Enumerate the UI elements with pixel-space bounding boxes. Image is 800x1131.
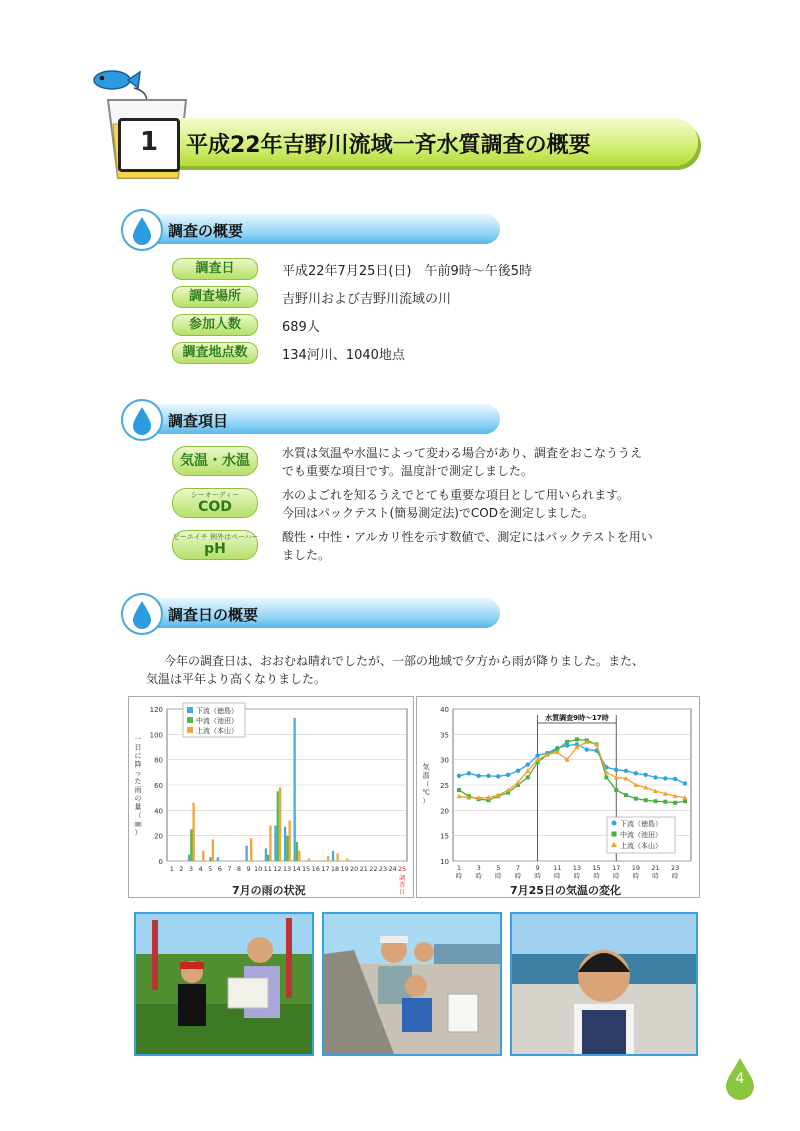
rain-bar [279, 788, 281, 861]
temp-chart-title: 7月25日の気温の変化 [510, 884, 621, 897]
rain-bar [212, 839, 214, 861]
label-participants: 参加人数 [172, 314, 258, 336]
temp-xtick-label: 時 [612, 872, 620, 880]
temp-xtick-label: 13 [572, 864, 582, 872]
rain-ylabel: た [134, 777, 142, 786]
temp-ylabel: ℃ [422, 788, 430, 797]
temp-chart-frame [416, 696, 700, 898]
rain-xtick-label: 7 [227, 865, 232, 873]
temp-point [624, 769, 628, 773]
temp-point [496, 774, 500, 778]
page-number: 4 [735, 1071, 745, 1087]
desc-cod-line2: 今回はパックテスト(簡易測定法)でCODを測定しました。 [282, 506, 594, 520]
photo-children-river [134, 912, 314, 1056]
temp-xtick-label: 時 [455, 872, 463, 880]
temp-point [643, 773, 647, 777]
label-survey-place: 調査場所 [172, 286, 258, 308]
label-survey-points: 調査地点数 [172, 342, 258, 364]
value-survey-date: 平成22年7月25日(日) 午前9時〜午後5時 [282, 264, 533, 279]
temp-point [457, 774, 461, 778]
rain-ytick-label: 80 [154, 756, 163, 765]
rain-xtick-label: 23 [378, 865, 388, 873]
label-cod [172, 488, 258, 518]
rain-xtick-label: 5 [208, 865, 213, 873]
temp-ylabel: ） [422, 797, 430, 805]
temp-ylabel: 気 [422, 763, 430, 771]
rain-xtick-label: 25 [398, 865, 407, 873]
rain-chart [129, 697, 413, 897]
temp-ylabel: （ [422, 780, 430, 788]
rain-ylabel: 量 [134, 803, 142, 811]
rain-bar [267, 855, 269, 861]
rain-xtick-label: 1 [169, 865, 174, 873]
rain-xtick-label: 18 [330, 865, 340, 873]
label-ph-ruby: ピーエイチ 例外はペーハー [173, 533, 259, 541]
temp-xtick-label: 時 [534, 872, 541, 880]
water-drop-icon [120, 208, 164, 252]
rain-highlight-label: 日 [399, 889, 406, 896]
rain-ylabel: （ [134, 811, 142, 820]
rain-xtick-label: 14 [292, 865, 301, 873]
temp-xtick-label: 15 [592, 864, 601, 872]
temp-point [663, 776, 667, 780]
title-number: 1 [139, 127, 159, 157]
temp-point [634, 797, 638, 801]
water-drop-icon [120, 398, 164, 442]
temp-point [565, 740, 569, 744]
rain-legend-label: 中流（池田） [196, 717, 238, 725]
temp-legend-swatch [612, 832, 617, 837]
rain-bar [332, 851, 334, 861]
rain-chart-title: 7月の雨の状況 [232, 884, 306, 897]
rain-bar [296, 842, 298, 861]
temp-point [663, 800, 667, 804]
rain-ytick-label: 60 [154, 782, 163, 790]
temp-xtick-label: 時 [632, 872, 640, 880]
label-survey-date: 調査日 [172, 258, 258, 280]
photo-child-smiling [510, 912, 698, 1056]
rain-bar [308, 858, 310, 861]
section-title-items: 調査項目 [168, 412, 229, 430]
rain-bar [190, 829, 192, 861]
rain-ytick-label: 0 [158, 858, 163, 866]
label-ph-text: pH [204, 541, 226, 557]
rain-ytick-label: 100 [149, 731, 163, 740]
rain-ytick-label: 40 [154, 807, 163, 816]
temp-point [683, 799, 687, 803]
temp-ytick-label: 35 [440, 731, 449, 740]
rain-bar [336, 853, 338, 861]
temp-legend-label: 上流（本山） [620, 842, 662, 850]
label-ph [172, 530, 258, 560]
rain-bar [288, 820, 290, 861]
temp-xtick-label: 11 [553, 864, 562, 872]
temp-xtick-label: 時 [554, 872, 561, 880]
temp-xtick-label: 1 [456, 864, 462, 872]
temp-ylabel: 温 [422, 771, 430, 780]
rain-bar [294, 718, 296, 861]
temp-xtick-label: 23 [671, 864, 680, 872]
rain-legend-label: 上流（本山） [196, 727, 238, 735]
temp-point [653, 775, 657, 779]
label-cod-ruby: シーオーディー [190, 491, 240, 499]
temp-point [457, 788, 461, 792]
temp-xtick-label: 21 [651, 864, 660, 872]
temp-xtick-label: 時 [573, 872, 581, 880]
temp-point [526, 763, 530, 767]
temp-point [673, 777, 677, 781]
rain-xtick-label: 20 [350, 865, 359, 873]
temp-ytick-label: 15 [440, 832, 449, 841]
temp-xtick-label: 時 [475, 872, 482, 880]
value-participants: 689人 [282, 320, 320, 335]
temp-xtick-label: 7 [515, 864, 521, 872]
desc-cod-line1: 水のよごれを知るうえでとても重要な項目として用いられます。 [282, 488, 630, 502]
rain-ylabel: 日 [134, 743, 142, 752]
rain-bar [298, 851, 300, 861]
rain-xtick-label: 3 [188, 865, 194, 873]
rain-ylabel: 一 [134, 735, 142, 743]
page-title: 平成22年吉野川流域一斉水質調査の概要 [186, 133, 591, 158]
rain-ylabel: 降 [134, 760, 142, 769]
temp-point [624, 793, 628, 797]
rain-ytick-label: 20 [154, 832, 163, 841]
rain-ylabel: ） [134, 828, 142, 837]
rain-highlight-label: 査 [399, 882, 406, 889]
rain-xtick-label: 17 [321, 865, 330, 873]
rain-bar [286, 836, 288, 861]
rain-legend-label: 下流（徳島） [196, 707, 238, 715]
day-summary-line1: 今年の調査日は、おおむね晴れでしたが、一部の地域で夕方から雨が降りました。また、 [164, 654, 645, 668]
label-cod-text: COD [198, 499, 232, 515]
desc-temperature-line2: でも重要な項目です。温度計で測定しました。 [282, 464, 534, 478]
rain-legend-swatch [187, 727, 193, 733]
rain-bar [188, 855, 190, 861]
temp-ytick-label: 10 [440, 858, 449, 866]
section-title-overview: 調査の概要 [168, 222, 244, 240]
temp-point [575, 737, 579, 741]
rain-ylabel: に [134, 752, 142, 760]
temp-point [683, 781, 687, 785]
temp-point [614, 768, 618, 772]
temp-legend-label: 下流（徳島） [620, 820, 662, 828]
temp-legend-label: 中流（池田） [620, 831, 662, 839]
temp-xtick-label: 17 [612, 864, 621, 872]
section-title-day: 調査日の概要 [168, 606, 259, 624]
label-temperature-text: 気温・水温 [180, 453, 250, 469]
temp-xtick-label: 時 [514, 872, 522, 880]
temp-point [604, 775, 608, 779]
rain-bar [274, 826, 276, 861]
temp-point [654, 799, 658, 803]
temp-xtick-label: 5 [496, 864, 501, 872]
temp-point [634, 771, 638, 775]
temp-xtick-label: 19 [631, 864, 641, 872]
rain-ylabel: っ [134, 769, 142, 777]
temp-point [516, 769, 520, 773]
water-drop-icon [120, 592, 164, 636]
rain-legend-swatch [187, 717, 193, 723]
rain-xtick-label: 9 [246, 865, 251, 873]
temp-xtick-label: 9 [535, 864, 540, 872]
rain-xtick-label: 11 [263, 865, 272, 873]
value-survey-place: 吉野川および吉野川流域の川 [282, 292, 452, 307]
rain-bar [269, 826, 271, 861]
label-temperature [172, 446, 258, 476]
temp-point [486, 774, 490, 778]
rain-xtick-label: 24 [388, 865, 397, 873]
rain-bar [192, 803, 194, 861]
temp-point [506, 773, 510, 777]
rain-xtick-label: 16 [311, 865, 320, 873]
temp-point [673, 801, 677, 805]
rain-bar [202, 851, 204, 861]
rain-bar [209, 857, 211, 861]
temp-point [585, 747, 589, 751]
temp-legend-swatch [612, 821, 617, 826]
rain-bar [277, 791, 279, 861]
value-survey-points: 134河川、1040地点 [282, 348, 405, 363]
rain-xtick-label: 2 [179, 865, 184, 873]
rain-xtick-label: 21 [359, 865, 368, 873]
rain-xtick-label: 4 [198, 865, 203, 873]
day-summary-line2: 気温は平年より高くなりました。 [146, 672, 327, 686]
rain-highlight-label: 調 [399, 875, 406, 882]
rain-chart-frame [128, 696, 414, 898]
temp-ytick-label: 25 [440, 782, 449, 790]
rain-ytick-label: 120 [149, 706, 163, 714]
temp-point [467, 771, 471, 775]
rain-xtick-label: 8 [236, 865, 242, 873]
temp-xtick-label: 時 [593, 872, 600, 880]
temp-ytick-label: 20 [440, 807, 449, 816]
rain-bar [346, 858, 348, 861]
rain-xtick-label: 13 [282, 865, 292, 873]
temp-chart [417, 697, 699, 897]
rain-xtick-label: 22 [369, 865, 378, 873]
temp-xtick-label: 時 [495, 872, 502, 880]
desc-temperature-line1: 水質は気温や水温によって変わる場合があり、調査をおこなううえ [282, 446, 643, 460]
desc-ph-line2: ました。 [282, 548, 331, 562]
rain-bar [327, 856, 329, 861]
rain-ylabel: ㎜ [134, 820, 142, 828]
temp-xtick-label: 3 [476, 864, 481, 872]
rain-bar [265, 848, 267, 861]
rain-ylabel: 雨 [134, 786, 142, 794]
temp-ytick-label: 40 [440, 706, 449, 714]
temp-point [644, 798, 648, 802]
desc-ph-line1: 酸性・中性・アルカリ性を示す数値で、測定にはパックテストを用い [282, 530, 653, 544]
temp-point [614, 788, 618, 792]
rain-bar [284, 827, 286, 861]
temp-xtick-label: 時 [671, 872, 679, 880]
rain-bar [250, 838, 252, 861]
photo-children-testing [322, 912, 502, 1056]
rain-bar [246, 846, 248, 861]
rain-xtick-label: 10 [254, 865, 263, 873]
rain-xtick-label: 12 [273, 865, 282, 873]
rain-legend-swatch [187, 707, 193, 713]
rain-ylabel: の [134, 794, 142, 803]
temp-point [535, 753, 539, 757]
temp-point [476, 774, 480, 778]
rain-xtick-label: 6 [217, 865, 222, 873]
rain-bar [217, 857, 219, 861]
rain-xtick-label: 19 [340, 865, 349, 873]
temp-point [526, 775, 530, 779]
rain-xtick-label: 15 [302, 865, 311, 873]
temp-xtick-label: 時 [652, 872, 659, 880]
temp-annotation-label: 水質調査9時〜17時 [545, 714, 609, 722]
temp-ytick-label: 30 [440, 756, 449, 765]
